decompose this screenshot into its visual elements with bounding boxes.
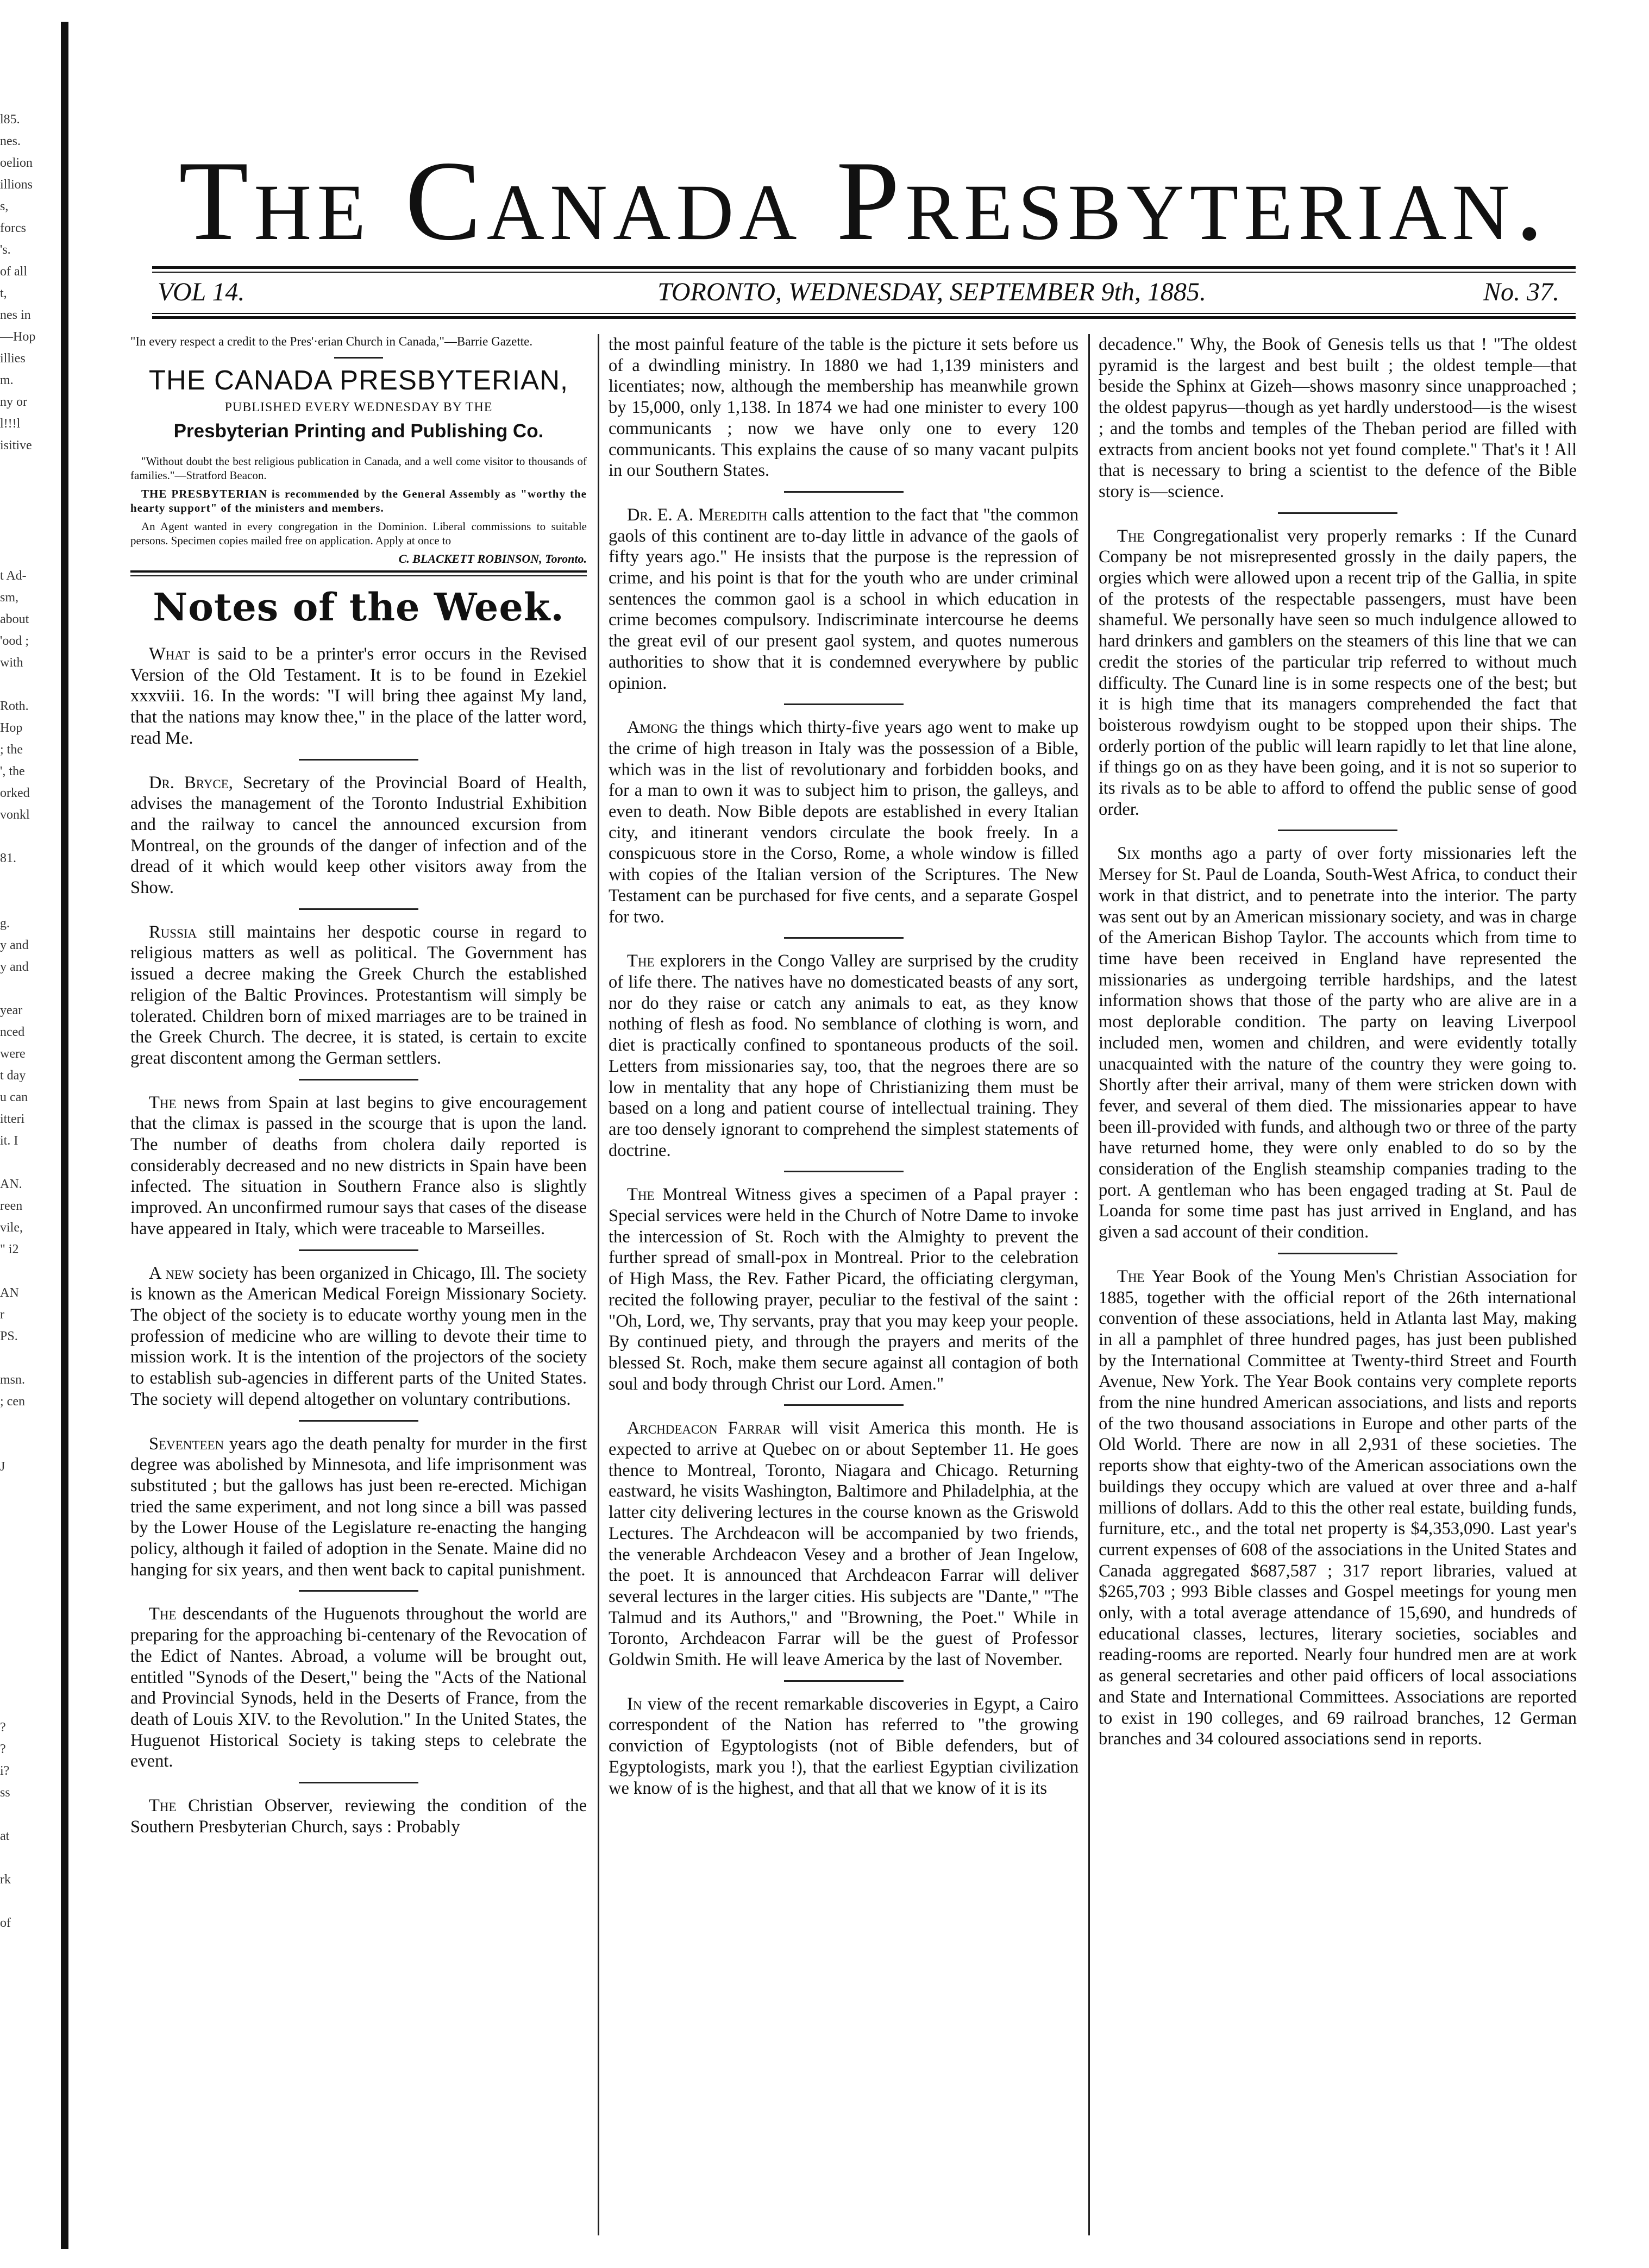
- article-paragraph: [130, 644, 587, 749]
- edge-fragment: [0, 826, 57, 847]
- adjacent-page-fragment: [0, 109, 57, 2227]
- edge-fragment: [0, 1651, 57, 1673]
- article-text: is said to be a printer's error occurs in the Revised Version of the Old Testament. It is to be found in Ezekiel xxxviii. 16. In the words: "I will bring thee against My land, that the nations may know thee," in the place of the latter word, read Me.: [130, 644, 587, 748]
- edge-fragment: msn.: [0, 1373, 26, 1387]
- article-paragraph: [609, 334, 1079, 481]
- section-rule: [130, 570, 587, 576]
- edge-fragment: [0, 543, 57, 565]
- edge-fragment: [0, 1673, 57, 1695]
- edge-fragment: year: [0, 1003, 23, 1017]
- edge-fragment: isitive: [0, 438, 32, 453]
- issue-number: No. 37.: [1483, 278, 1559, 306]
- article-lead: Russia: [149, 922, 197, 942]
- edge-fragment: [0, 456, 57, 478]
- edge-fragment: [0, 1890, 57, 1912]
- assembly-recommendation: THE PRESBYTERIAN is recommended by the General Assembly as "worthy the hearty support" of the ministers and members.: [130, 487, 587, 514]
- edge-fragment: ss: [0, 1786, 10, 1800]
- edge-fragment: sm,: [0, 590, 19, 605]
- section-heading: Notes of the Week.: [153, 585, 565, 630]
- masthead-rule-top: [152, 266, 1576, 269]
- date-place: TORONTO, WEDNESDAY, SEPTEMBER 9th, 1885.: [657, 278, 1206, 306]
- edge-fragment: s,: [0, 199, 9, 213]
- article-paragraph: [130, 1434, 587, 1581]
- article-separator: [299, 1079, 418, 1080]
- article-lead: The: [149, 1604, 177, 1624]
- edge-fragment: " i2: [0, 1242, 19, 1256]
- edge-fragment: [0, 522, 57, 543]
- article-separator: [784, 1680, 904, 1682]
- edge-fragment: [0, 869, 57, 891]
- article-text: decadence." Why, the Book of Genesis tells us that ! "The oldest pyramid is the largest and best built ; the oldest temple—that beside the Sphinx at Gizeh—shows masonry since unapproached ; the oldest papyrus—though as yet hardly understood—is the wisest ; and the tombs and temples of the Theban period are filled with extracts from ancient books not yet found complete." That's it ! All that is necessary to bring a scientist to the defence of the Bible story is—science.: [1099, 335, 1577, 501]
- edge-fragment: about: [0, 612, 29, 626]
- edge-fragment: y and: [0, 960, 29, 974]
- edge-fragment: vonkl: [0, 808, 30, 822]
- article-paragraph: [130, 1092, 587, 1240]
- edge-fragment: at: [0, 1829, 10, 1843]
- col2-articles: [609, 334, 1079, 1799]
- edge-fragment: [0, 1347, 57, 1369]
- edge-fragment: reen: [0, 1199, 23, 1213]
- dateline: [158, 276, 1559, 309]
- article-text: the most painful feature of the table is the picture it sets before us of a dwindling ministry. In 1880 we had 1,139 ministers and licentiates; now, although the membership has meanwhile grown by 15,000, only 1,138. In 1874 we had one minister to every 100 communicants ; now we have only one to every 120 communicants. This explains the cause of so many vacant pulpits in our Southern States.: [609, 335, 1079, 481]
- article-lead: Six: [1117, 844, 1140, 864]
- article-paragraph: [609, 1184, 1079, 1394]
- article-paragraph: [130, 1795, 587, 1837]
- article-separator: [1278, 1253, 1397, 1254]
- edge-fragment: [0, 1565, 57, 1586]
- article-text: explorers in the Congo Valley are surprised by the crudity of life there. The natives have no domesticated beasts of any sort, nor do they raise or catch any animals to eat, as they know nothing of flesh as food. No semblance of clothing is worn, and diet is practically confined to spontaneous products of the soil. Letters from missionaries say, too, that the negroes there are so low in mentality that any hope of Christianizing them must be based on a long and patient course of intellectual training. They are too densely ignorant to comprehend the simplest statements of doctrine.: [609, 951, 1079, 1160]
- edge-fragment: 'ood ;: [0, 634, 29, 648]
- article-text: years ago the death penalty for murder in the first degree was abolished by Minnesota, and life imprisonment was substituted ; but the gallows has just been re-erected. Michigan tried the same experiment, and not long since a bill was passed by the Lower House of the Legislature re-enacting the hanging policy, although it failed of adoption in the Senate. Maine did no hanging for six years, and then went back to capital punishment.: [130, 1434, 587, 1580]
- article-lead: Seventeen: [149, 1434, 224, 1454]
- article-paragraph: [1099, 843, 1577, 1242]
- article-separator: [299, 1590, 418, 1592]
- article-text: months ago a party of over forty missionaries left the Mersey for St. Paul de Loanda, South-West Africa, to conduct their work in that district, and to penetrate into the interior. The party was sent out by an American missionary society, and was in charge of the American Bishop Taylor. The accounts which from time to time have been received in England have represented the missionaries as undergoing terrible hardships, and the latest information shows that those of the party who are alive are in a most deplorable condition. The party on leaving Liverpool included men, women and children, and were evidently totally unacquainted with the nature of the country they were going to. Shortly after their arrival, many of them were stricken down with fever, and several of them died. The missionaries appear to have been ill-provided with funds, and although two or three of the party have returned home, they were only enabled to do so by the consideration of the English steamship companies trading to the port. A gentleman who has been engaged trading at St. Paul de Loanda for some time past has just arrived in England, and has given a sad account of their condition.: [1099, 844, 1577, 1242]
- dateline-rule: [152, 316, 1576, 319]
- edge-fragment: [0, 1521, 57, 1543]
- edge-fragment: ; cen: [0, 1394, 25, 1409]
- paper-title: THE CANADA PRESBYTERIAN,: [148, 365, 569, 395]
- edge-fragment: 's.: [0, 243, 11, 257]
- edge-fragment: ?: [0, 1742, 6, 1756]
- header-rule: [334, 357, 383, 359]
- edge-fragment: of: [0, 1916, 11, 1930]
- col1-articles: [130, 644, 587, 1837]
- article-text: calls attention to the fact that "the common gaols of this continent are to-day little in advance of the gaols of fifty years ago." He insists that the purpose is the repression of crime, and his point is that for the youth who are under criminal sentences the common gaol is a school in which education in crime becomes compulsory. Indiscriminate intercourse he deems the great evil of our present gaol system, and quotes numerous authorities to show that it is condemned everywhere by public opinion.: [609, 505, 1079, 693]
- article-lead: In: [627, 1694, 642, 1714]
- edge-fragment: 81.: [0, 851, 16, 865]
- edge-fragment: [0, 1260, 57, 1282]
- edge-fragment: PS.: [0, 1329, 18, 1343]
- article-text: view of the recent remarkable discoveries in Egypt, a Cairo correspondent of the Nation has referred to "the growing conviction of Egyptologists (not of Bible defenders, but of Egyptologists, mark you !), that the earliest Egyptian civilization we know of is the highest, and that all that we know of it is its: [609, 1694, 1079, 1798]
- article-paragraph: [609, 505, 1079, 694]
- edge-fragment: [0, 978, 57, 1000]
- article-text: Secretary of the Provincial Board of Health, advises the management of the Toronto Industrial Exhibition and the railway to cancel the announced excursion from Montreal, on the grounds of the danger of infection and of the dread of it which would keep other visitors away from the Show.: [130, 772, 587, 898]
- article-text: Congregationalist very properly remarks : If the Cunard Company be not misrepresented grossly in the daily papers, the orgies which were allowed upon a recent trip of the Gallia, in spite of the protests of the respectable passengers, must have been shameful. We personally have seen so much indulgence allowed to hard drinkers and gamblers on the steamers of this line that we can credit the stories of the particular trip referred to without much difficulty. The Cunard line is in some respects one of the best; but it is high time that its managers comprehended the fact that boisterous rowdyism ought to be stopped upon their ships. The orderly portion of the public will learn rapidly to let that line alone, if things go on as they have been going, and it is not so superior to its rivals as to be able to afford to offend the public sense of good order.: [1099, 526, 1577, 819]
- article-separator: [784, 1171, 904, 1172]
- edge-fragment: u can: [0, 1090, 28, 1104]
- article-separator: [784, 937, 904, 939]
- article-lead: The: [1117, 526, 1145, 546]
- edge-fragment: Roth.: [0, 699, 29, 713]
- review-quote: "Without doubt the best religious publication in Canada, and a well come visitor to thousands of families."—Stratford Beacon.: [130, 455, 587, 482]
- col3-articles: [1099, 334, 1577, 1750]
- article-lead: The: [149, 1796, 177, 1816]
- edge-fragment: [0, 891, 57, 913]
- edge-fragment: ?: [0, 1720, 6, 1735]
- edge-fragment: orked: [0, 786, 30, 800]
- article-separator: [299, 1782, 418, 1783]
- article-separator: [299, 1420, 418, 1422]
- article-paragraph: [609, 951, 1079, 1161]
- edge-fragment: nes.: [0, 134, 21, 148]
- article-text: will visit America this month. He is expected to arrive at Quebec on or about September 11. He goes thence to Montreal, Toronto, Niagara and Chicago. Returning eastward, he visits Washington, Baltimore and Philadelphia, at the latter city delivering lectures in the course known as the Griswold Lectures. The Archdeacon will be accompanied by two friends, the venerable Archdeacon Vesey and a brother of Jean Ingelow, the poet. It is announced that Archdeacon Farrar will deliver several lectures in the larger cities. His subjects are "Dante," "The Talmud and its Authors," and "Browning, the Poet." While in Toronto, Archdeacon Farrar will be the guest of Professor Goldwin Smith. He will leave America by the last of November.: [609, 1418, 1079, 1670]
- edge-fragment: ', the: [0, 764, 25, 778]
- edge-fragment: it. I: [0, 1134, 18, 1148]
- article-lead: The: [149, 1092, 177, 1113]
- column-3: [1099, 334, 1577, 2235]
- edge-fragment: [0, 1499, 57, 1521]
- article-lead: The: [1117, 1266, 1145, 1286]
- edge-fragment: [0, 1543, 57, 1565]
- edge-fragment: g.: [0, 916, 10, 931]
- masthead-title: The Canada Presbyterian.: [178, 138, 1550, 264]
- article-paragraph: [130, 1263, 587, 1410]
- article-separator: [1278, 830, 1397, 831]
- article-lead: A new: [149, 1263, 194, 1283]
- edge-fragment: [0, 1695, 57, 1717]
- edge-fragment: t,: [0, 286, 7, 300]
- edge-fragment: nced: [0, 1025, 25, 1039]
- article-text: Year Book of the Young Men's Christian Association for 1885, together with the official report of the 26th international convention of these associations, held in Atlanta last May, making in all a pamphlet of three hundred pages, has just been published by the International Committee at Twenty-third Street and Fourth Avenue, New York. The Year Book contains very complete reports from the nine hundred American associations, and lists and reports of the two thousand associations in Europe and other parts of the Old World. There are now in all 2,931 of these societies. The reports show that eighty-two of the American associations own the buildings they occupy which are valued at over three and a-half millions of dollars. Add to this the other real estate, building funds, furniture, etc., and the total net property is $4,353,090. Last year's current expenses of 608 of the associations in the United States and Canada aggregated $687,587 ; 317 report libraries, valued at $265,703 ; 993 Bible classes and Gospel meetings for young men only, with a total average attendance of 15,690, and hundreds of educational classes, lectures, literary societies, sociables and reading-rooms are reported. Nearly four hundred men are at work as general secretaries and other paid officers of local associations and State and International Committees. Associations are reported to exist in 190 colleges, and 69 railroad branches, 12 German branches and 34 coloured associations send in reports.: [1099, 1266, 1577, 1749]
- edge-fragment: with: [0, 656, 23, 670]
- edge-fragment: nes in: [0, 308, 31, 322]
- edge-fragment: forcs: [0, 221, 26, 235]
- article-separator: [784, 703, 904, 705]
- edge-fragment: oelion: [0, 156, 33, 170]
- masthead-rule-top-thin: [152, 272, 1576, 273]
- edge-fragment: J: [0, 1460, 5, 1474]
- edge-fragment: [0, 1586, 57, 1608]
- edge-fragment: [0, 1434, 57, 1456]
- column-2: [609, 334, 1079, 2235]
- edge-fragment: AN: [0, 1286, 19, 1300]
- article-separator: [784, 491, 904, 493]
- publisher-signature: C. BLACKETT ROBINSON, Toronto.: [398, 552, 587, 566]
- edge-fragment: of all: [0, 265, 27, 279]
- article-paragraph: [609, 1694, 1079, 1799]
- article-text: still maintains her despotic course in regard to religious matters as well as political. The Government has issued a decree making the Greek Church the established religion of the Baltic Provinces. Protestantism will simply be tolerated. Children born of mixed marriages are to be trained in the Greek Church. The decree, it is stated, is certain to excite great discontent among the German settlers.: [130, 922, 587, 1068]
- edge-fragment: vile,: [0, 1221, 23, 1235]
- edge-fragment: l!!!l: [0, 417, 21, 431]
- edge-fragment: [0, 1804, 57, 1825]
- article-separator: [299, 759, 418, 761]
- article-paragraph: [130, 922, 587, 1069]
- edge-fragment: y and: [0, 938, 29, 952]
- edge-fragment: l85.: [0, 112, 20, 127]
- article-paragraph: [609, 1418, 1079, 1670]
- edge-fragment: Hop: [0, 721, 23, 735]
- column-divider-2: [1088, 334, 1090, 2235]
- edge-fragment: [0, 674, 57, 695]
- article-separator: [299, 1249, 418, 1251]
- column-1: [130, 334, 587, 2235]
- edge-fragment: [0, 1152, 57, 1173]
- article-separator: [1278, 512, 1397, 514]
- article-paragraph: [130, 1604, 587, 1772]
- article-paragraph: [609, 717, 1079, 927]
- article-lead: Among: [627, 718, 678, 738]
- edge-fragment: t Ad-: [0, 569, 27, 583]
- article-paragraph: [1099, 1266, 1577, 1750]
- article-lead: Dr. Bryce,: [149, 772, 233, 793]
- edge-fragment: [0, 478, 57, 500]
- edge-fragment: —Hop: [0, 330, 36, 344]
- article-lead: Dr. E. A. Meredith: [627, 505, 768, 525]
- masthead-quote: "In every respect a credit to the Pres'·erian Church in Canada,"—Barrie Gazette.: [130, 335, 533, 348]
- edge-fragment: [0, 500, 57, 522]
- article-lead: The: [627, 951, 655, 971]
- edge-fragment: r: [0, 1308, 4, 1322]
- edge-fragment: AN.: [0, 1177, 22, 1191]
- edge-fragment: [0, 1630, 57, 1651]
- edge-fragment: [0, 1847, 57, 1869]
- edge-fragment: [0, 1608, 57, 1630]
- article-paragraph: [1099, 334, 1577, 502]
- agent-notice: An Agent wanted in every congregation in the Dominion. Liberal commissions to suitable persons. Specimen copies mailed free on application. Apply at once to: [130, 520, 587, 547]
- article-lead: The: [627, 1185, 655, 1205]
- edge-fragment: ; the: [0, 743, 23, 757]
- column-divider-1: [598, 334, 599, 2235]
- article-lead: Archdeacon Farrar: [627, 1418, 781, 1438]
- article-text: news from Spain at last begins to give encouragement that the climax is passed in the scourge that is upon the land. The number of deaths from cholera daily reported is considerably decreased and no new districts in Spain have been infected. The situation in Southern France also is slightly improved. An unconfirmed rumour says that cases of the disease have appeared in Italy, which were traceable to Marseilles.: [130, 1092, 587, 1239]
- article-paragraph: [130, 772, 587, 899]
- article-separator: [784, 1404, 904, 1406]
- article-lead: What: [149, 644, 190, 664]
- article-text: Christian Observer, reviewing the condition of the Southern Presbyterian Church, says : Probably: [130, 1796, 587, 1837]
- edge-fragment: t day: [0, 1069, 26, 1083]
- edge-fragment: ny or: [0, 395, 27, 409]
- edge-fragment: rk: [0, 1873, 11, 1887]
- article-text: the things which thirty-five years ago went to make up the crime of high treason in Italy was the possession of a Bible, which was in the list of revolutionary and forbidden books, and for a man to own it was to subject him to prison, the galleys, and even to death. Now Bible depots are established in every Italian city, and itinerant vendors circulate the book freely. In a conspicuous store in the Corso, Rome, a whole window is filled with copies of the Italian version of the Scriptures. The New Testament can be purchased for five cents, and a separate Gospel for two.: [609, 718, 1079, 927]
- edge-fragment: illies: [0, 351, 26, 366]
- publisher-name: Presbyterian Printing and Publishing Co.: [173, 420, 544, 442]
- edge-fragment: i?: [0, 1764, 10, 1778]
- dateline-rule-thin: [152, 313, 1576, 314]
- volume-number: VOL 14.: [158, 278, 245, 306]
- article-text: Montreal Witness gives a specimen of a Papal prayer : Special services were held in the Church of Notre Dame to invoke the intercession of St. Roch with the Almighty to prevent the further spread of small-pox in Montreal. Prior to the celebration of High Mass, the Rev. Father Picard, the officiating clergyman, recited the following prayer, peculiar to the festival of the saint : "Oh, Lord, we, Thy servants, pray that you may keep your people. By continued piety, and through the prayers and merits of the blessed St. Roch, make them secure against all contagion of both soul and body through Christ our Lord. Amen.": [609, 1185, 1079, 1394]
- edge-fragment: [0, 1412, 57, 1434]
- published-line: PUBLISHED EVERY WEDNESDAY BY THE: [224, 400, 493, 414]
- article-paragraph: [1099, 526, 1577, 820]
- article-text: society has been organized in Chicago, Ill. The society is known as the American Medical Foreign Missionary Society. The object of the society is to educate worthy young men in the profession of medicine who are willing to devote their time to mission work. It is the intention of the projectors of the society to establish sub-agencies in different parts of the United States. The society will depend altogether on voluntary contributions.: [130, 1263, 587, 1409]
- binding-edge: [61, 22, 68, 2249]
- edge-fragment: itteri: [0, 1112, 25, 1126]
- edge-fragment: m.: [0, 373, 14, 387]
- edge-fragment: illions: [0, 178, 33, 192]
- article-separator: [299, 908, 418, 910]
- article-text: descendants of the Huguenots throughout the world are preparing for the approaching bi-centenary of the Revocation of the Edict of Nantes. Abroad, a volume will be brought out, entitled "Synods of the Desert," being the "Acts of the National and Provincial Synods, held in the Deserts of France, from the death of Louis XIV. to the Revolution." In the United States, the Huguenot Historical Society is taking steps to celebrate the event.: [130, 1604, 587, 1771]
- edge-fragment: were: [0, 1047, 26, 1061]
- edge-fragment: [0, 1478, 57, 1499]
